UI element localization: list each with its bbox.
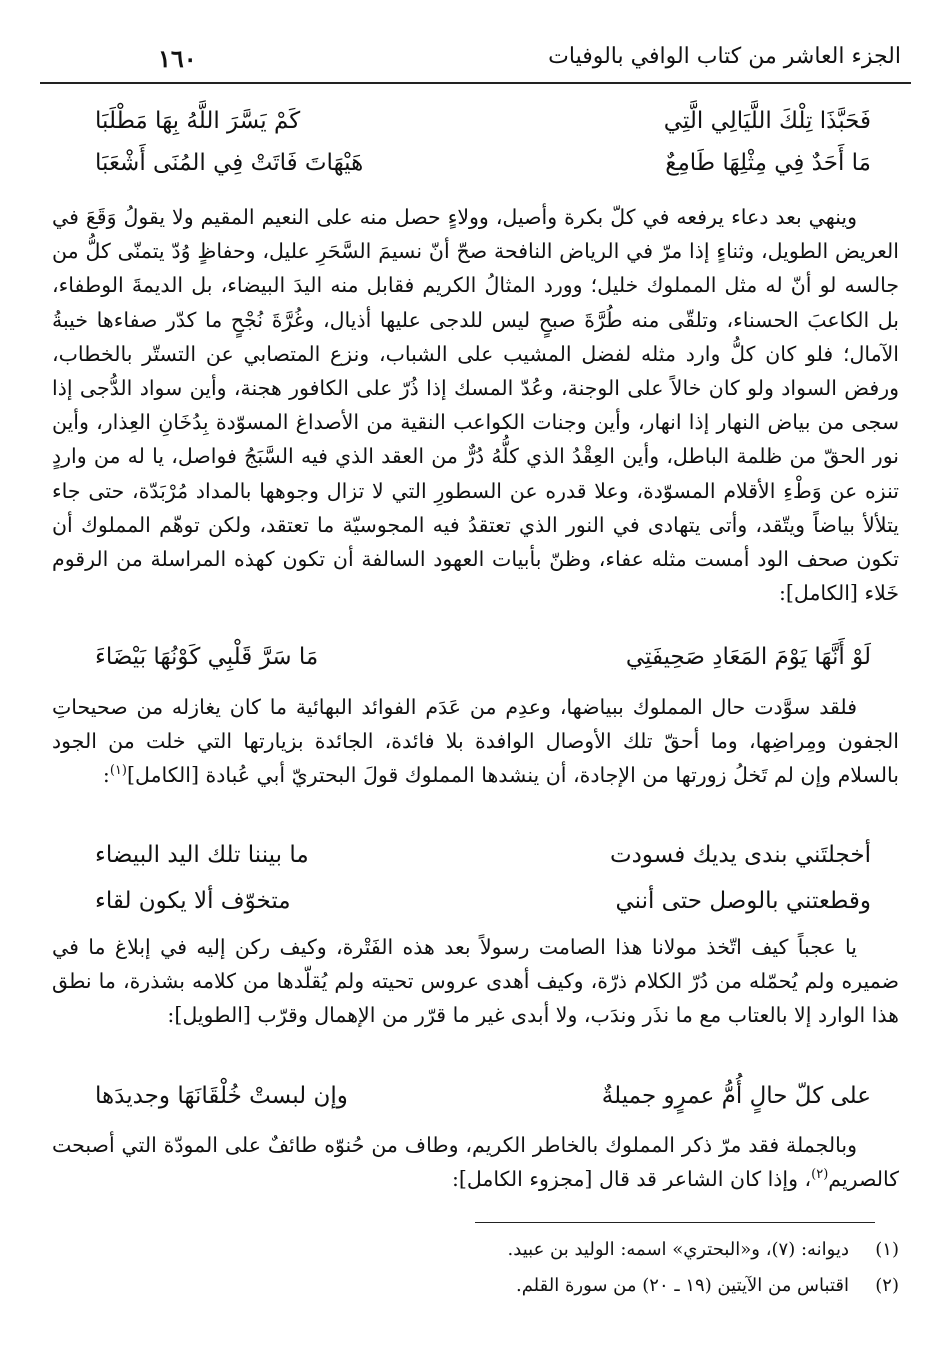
paragraph: [52, 930, 899, 1033]
footnote-mark: (١): [875, 1239, 899, 1260]
verse-line: [95, 1083, 871, 1127]
footnote-text: اقتباس من الآيتين (١٩ ـ ٢٠) من سورة القلم.: [515, 1275, 849, 1296]
hemistich-second: كَمْ يَسَّرَ اللَّهُ بِهَا مَطْلَبَا: [95, 108, 301, 134]
footnote-text: ديوانه: (٧)، و«البحتري» اسمه: الوليد بن عبيد.: [507, 1239, 849, 1260]
paragraph: [52, 200, 899, 610]
header-rule: [40, 82, 911, 84]
paragraph-text: وينهي بعد دعاء يرفعه في كلّ بكرة وأصيل، وولاءٍ حصل منه على النعيم المقيم ولا يقولُ وَقَعَ في العريض الطويل، وثناءٍ إذا مرّ في الرياض النافحة صحّ أنّ نسيمَ السَّحَرِ عليل، وحفاظٍ وُدّ يتمنّى كلُّ من جالسه لو أنّ له مثل المملوك خليل؛ وورد المثالُ الكريم فقابل منه اليدَ البيضاء، بل الديمةَ الوطفاء، بل الكاعبَ الحسناء، وتلقّى منه طُرَّةَ صبحٍ ليس للدجى عليها أذيال، وغُرَّةَ نُجْحٍ ما كدّر صفاءها خيبةُ الآمال؛ فلو كان كلُّ وارد مثله لفضل المشيب على الشباب، ونزع المتصابي عن التستّر بالخطاب، ورفض السواد ولو كان خالاً على الوجنة، وعُدّ المسك إذا ذُرّ على الكافور هجنة، وأين سواد الدُّجى إذا سجى من بياض النهار إذا انهار، وأين وجنات الكواعب النقية من الأصداغ المسوّدة بِدُخَانِ العِذار، وأين نور الحقّ من ظلمة الباطل، وأين العِقْدُ الذي كلُّهُ دُرٌّ من العقد الذي فيه السَّبَجُ فواصل، يا له من واردٍ تنزه عن وَطْءِ الأقلام المسوّدة، وعلا قدره عن السطورِ التي لا تزال وجوهها بالمداد مُرْبَدّة، حتى جاء يتلألأ بياضاً ويتّقد، وأتى يتهادى في النور الذي تعتقدُ فيه المجوسيّة ما تعتقد، ولكن توهّم المملوك أن تكون صحف الود أمست مثله عفاء، وظنّ بأبيات العهود السالفة أن تكون كهذه المراسلة من الرقوم خَلاء [الكامل]:: [52, 205, 899, 606]
paragraph-text: [52, 690, 899, 793]
footnote-ref[interactable]: (١): [109, 763, 127, 779]
hemistich-first: مَا أَحَدٌ فِي مِثْلِهَا طَامِعٌ: [665, 150, 871, 176]
paragraph-end: :: [102, 763, 110, 788]
hemistich-first: أخجلتَني بندى يديك فسودت: [609, 842, 871, 868]
footnote-mark: (٢): [875, 1275, 899, 1296]
hemistich-second: متخوّف ألا يكون لقاء: [95, 888, 291, 914]
verse-line: [95, 150, 871, 194]
hemistich-first: فَحَبَّذَا تِلْكَ اللَّيَالِي الَّتِي: [663, 108, 871, 134]
hemistich-second: هَيْهَاتَ فَاتَتْ فِي المُنَى أَشْعَبَا: [95, 150, 364, 176]
paragraph-text: [52, 1128, 899, 1196]
verse-line: [95, 888, 871, 932]
verse-line: [95, 644, 871, 688]
hemistich-second: ما بيننا تلك اليد البيضاء: [95, 842, 309, 868]
paragraph: [52, 690, 899, 793]
paragraph-text: يا عجباً كيف اتّخذ مولانا هذا الصامت رسولاً بعد هذه الفَتْرة، وكيف ركن إليه في إبلاغ ما في ضميره ولم يُحمّله من دُرّ الكلام ذرّة، وكيف أهدى عروس تحيته ولم يُقلّدها من كلامه بشذرة، ما نطق هذا الوارد إلا بالعتاب مع ما نذَر وندَب، ولا أبدى غير ما قرّر من الإهمال وقرّب [الطويل]:: [52, 935, 899, 1028]
verse-line: [95, 842, 871, 886]
paragraph-body: وبالجملة فقد مرّ ذكر المملوك بالخاطر الكريم، وطاف من حُنوّه طائفٌ على المودّة التي أصبحت كالصريم: [52, 1133, 899, 1192]
hemistich-first: وقطعتني بالوصل حتى أنني: [615, 888, 871, 914]
verse-line: [95, 108, 871, 152]
footnote: [300, 1232, 899, 1268]
running-title: الجزء العاشر من كتاب الوافي بالوفيات: [548, 44, 901, 69]
paragraph-body: فلقد سوَّدت حال المملوك ببياضها، وعدِم من عَدَم الفوائد البهائية ما كان يغازله من صحيحاتِ الجفون ومِراضِها، وما أحقّ تلك الأوصال الوافدة بلا فائدة، الجائدة بزيارتها التي خلت من الجود بالسلام وإن لم تَخلُ زورتها من الإجادة، أن ينشدها المملوك قولَ البحتريّ أبي عُبادة [الكامل]: [52, 695, 899, 788]
footnote-ref[interactable]: (٢): [811, 1167, 829, 1183]
hemistich-second: وإن لبستْ خُلْقَانَهَا وجديدَها: [95, 1083, 348, 1109]
paragraph: [52, 1128, 899, 1196]
footnote: [300, 1268, 899, 1304]
paragraph-end: ، وإذا كان الشاعر قد قال [مجزوء الكامل]:: [451, 1167, 812, 1192]
running-header: [40, 38, 911, 78]
hemistich-first: لَوْ أَنَّهَا يَوْمَ المَعَادِ صَحِيفَتِي: [625, 644, 871, 670]
hemistich-first: على كلّ حالٍ أُمُّ عمرٍو جميلةٌ: [601, 1083, 871, 1109]
hemistich-second: مَا سَرَّ قَلْبِي كَوْنُهَا بَيْضَاءَ: [95, 644, 319, 670]
footnote-rule: [475, 1222, 875, 1223]
footnotes: [300, 1232, 899, 1304]
page-number: ١٦٠: [158, 44, 197, 73]
